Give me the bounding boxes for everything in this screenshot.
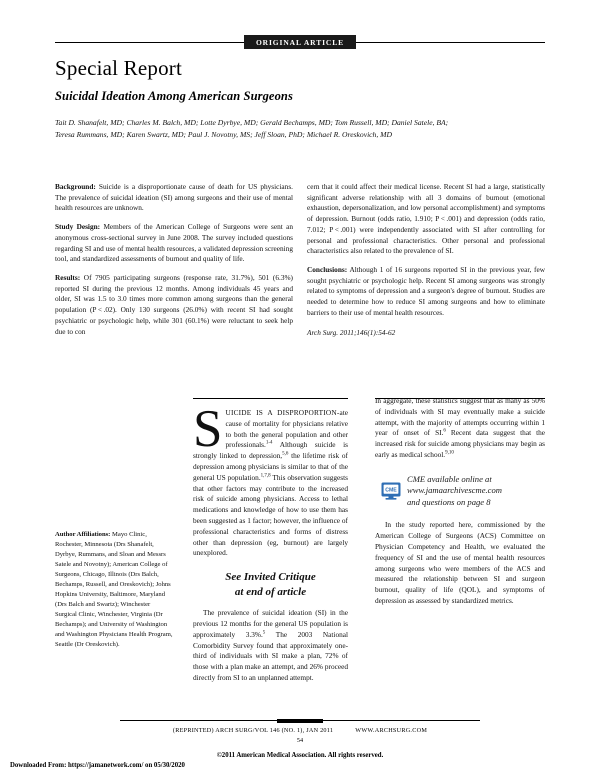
svg-text:CME: CME bbox=[385, 487, 397, 494]
cme-link[interactable]: www.jamaarchivescme.com bbox=[407, 485, 502, 496]
abstract-conclusions bbox=[307, 265, 545, 319]
abstract-citation: Arch Surg. 2011;146(1):54-62 bbox=[307, 327, 396, 337]
drop-cap-s: S bbox=[193, 400, 223, 458]
lead-smallcaps: UICIDE IS A DISPROPORTION- bbox=[225, 408, 340, 417]
abstract-results-text: Of 7905 participating surgeons (response rate, 31.7%), 501 (6.3%) reported SI during the previous 12 months. Among individuals 45 years and older, SI was 1.5 to 3.0 times more common among surgeons than the general population (P < .02). Only 130 surgeons (26.0%) with recent SI had sought psychiatric or psychologic help, while 301 (60.1%) were reluctant to seek help due to con bbox=[55, 273, 293, 336]
body-p2-text: The prevalence of suicidal ideation (SI) in the previous 12 months for the general US population is approximately 3.3%. bbox=[193, 608, 348, 639]
body-column-right bbox=[375, 396, 545, 607]
abstract-conclusions-label: Conclusions: bbox=[307, 265, 348, 275]
cme-text bbox=[407, 474, 502, 509]
author-affiliations bbox=[55, 530, 173, 650]
cme-callout[interactable] bbox=[375, 474, 545, 509]
author-list: Tait D. Shanafelt, MD; Charles M. Balch, MD; Lotte Dyrbye, MD; Gerald Bechamps, MD; Tom Russell, MD; Daniel Satele, BA; Teresa Rummans, MD; Karen Swartz, MD; Paul J. Novotny, MS; Jeff Sloan, PhD; Michael R. Oreskovich, MD bbox=[55, 118, 449, 140]
banner-rule-right bbox=[356, 42, 545, 43]
abstract-column-left bbox=[55, 182, 293, 338]
abstract-results-overflow: cern that it could affect their medical license. Recent SI had a large, statistically significant adverse relationship with all 3 domains of burnout (emotional exhaustion, depersonalization, and low personal accomplishment) and symptoms of depression. Burnout (odds ratio, 1.910; P < .001) and depression (odds ratio, 7.012; P < .001) were independently associated with SI after controlling for personal and professional characteristics. Other personal and professional characteristics also related to the prevalence of SI. bbox=[307, 182, 545, 256]
footer-rule-thick bbox=[277, 719, 323, 723]
body-p2-cont: The 2003 National Comorbidity Survey found that approximately one-third of individuals with SI make a plan, 72% of those with a plan make an attempt, and 26% proceed directly from SI to an unplanned attempt. bbox=[193, 629, 349, 682]
body-p1-cont2: the lifetime risk of depression among physicians is similar to that of the general US population. bbox=[193, 451, 348, 482]
cme-line-3: and questions on page 8 bbox=[407, 496, 491, 507]
computer-monitor-cme-icon bbox=[381, 482, 401, 500]
footer-citation-line bbox=[0, 727, 600, 734]
affiliations-label: Author Affiliations: bbox=[55, 531, 111, 538]
banner-label: ORIGINAL ARTICLE bbox=[244, 35, 356, 50]
abstract-results-label: Results: bbox=[55, 273, 81, 283]
body-paragraph-2-overflow bbox=[375, 396, 545, 461]
body-p2-cont3: Recent data suggest that the increased risk for suicide among physicians may begin as early as medical school. bbox=[375, 428, 545, 459]
abstract-section bbox=[55, 182, 545, 338]
banner-rule-left bbox=[55, 42, 244, 43]
ref-5: 5 bbox=[262, 630, 266, 636]
ref-5-6: 5,6 bbox=[282, 451, 289, 457]
abstract-column-right bbox=[307, 182, 545, 338]
download-provenance-line: Downloaded From: https://jamanetwork.com/ on 05/30/2020 bbox=[10, 762, 185, 769]
page-title: Special Report bbox=[55, 56, 183, 80]
footer-page-number: 54 bbox=[296, 737, 304, 744]
body-p1-rest: ate cause of mortality for physicians relative to both the general population and other professionals. bbox=[225, 408, 348, 450]
original-article-banner bbox=[55, 34, 545, 50]
abstract-study-design bbox=[55, 222, 293, 265]
body-p1-cont: Although suicide is strongly linked to depression, bbox=[193, 440, 348, 461]
invited-critique-line2: at end of article bbox=[234, 585, 307, 598]
abstract-background-label: Background: bbox=[55, 182, 96, 191]
body-paragraph-2 bbox=[193, 608, 348, 684]
abstract-background bbox=[55, 182, 293, 214]
ref-1-4: 1-4 bbox=[265, 440, 273, 446]
ref-9-10: 9,10 bbox=[445, 450, 454, 456]
body-area bbox=[55, 396, 545, 706]
ref-6b: 6 bbox=[443, 428, 446, 434]
abstract-background-text: Suicide is a disproportionate cause of death for US physicians. The prevalence of suicidal ideation (SI) among surgeons and their use of mental health resources are unknown. bbox=[55, 182, 293, 213]
abstract-design-label: Study Design: bbox=[55, 222, 101, 232]
affiliations-text: Mayo Clinic, Rochester, Minnesota (Drs Shanafelt, Dyrbye, Rummans, and Sloan and Messrs Satele and Novotny); American College of Surgeons, Chicago, Illinois (Drs Balch, Bechamps, Russell, and Oreskovich); Johns Hopkins University, Baltimore, Maryland (Drs Balch and Swartz); Winchester Surgical Clinic, Winchester, Virginia (Dr Bechamps); and University of Washington and Washington Physicians Health Program, Seattle (Dr Oreskovich). bbox=[55, 531, 173, 649]
ref-1-7-8: 1,7,8 bbox=[260, 473, 271, 479]
body-paragraph-3: In the study reported here, commissioned by the American College of Surgeons (ACS) Committee on Physician Competency and Health, we evaluated the frequency of SI and the use of mental health resources among surgeons who were members of the ACS and measured the relationship between SI and surgeon burnout, quality of life (QOL), and symptoms of depression as assessed by standardized metrics. bbox=[375, 520, 545, 605]
body-p1-cont3: This observation suggests that other factors may contribute to the increased risk of suicide among physicians. Access to lethal medications and knowledge of how to use them has been suggested as 1 factor; however, the influence of professional characteristics and forms of distress other than depression (eg, burnout) are largely unexplored. bbox=[193, 472, 348, 558]
invited-critique-line1: See Invited Critique bbox=[225, 571, 316, 584]
body-paragraph-1 bbox=[193, 396, 348, 559]
footer-rules bbox=[120, 719, 480, 723]
invited-critique-note bbox=[193, 570, 348, 599]
cme-line-1: CME available online at bbox=[407, 473, 492, 484]
abstract-conclusions-text: Although 1 of 16 surgeons reported SI in the previous year, few sought psychiatric or psychologic help. Recent SI among surgeons was strongly related to symptoms of depression and a surgeon's degree of burnout. Studies are needed to determine how to reduce SI among surgeons and how to eliminate barriers to their use of mental health resources. bbox=[307, 265, 545, 317]
body-column-middle bbox=[193, 396, 348, 684]
abstract-results bbox=[55, 273, 293, 337]
footer-copyright: ©2011 American Medical Association. All rights reserved. bbox=[216, 752, 384, 759]
body-p2-cont2: In aggregate, these statistics suggest that as many as 50% of individuals with SI may eventually make a suicide attempt, with the majority of attempts occurring within 1 year of onset of SI. bbox=[375, 396, 545, 438]
footer-reprinted: (REPRINTED) ARCH SURG/VOL 146 (NO. 1), JAN 2011 bbox=[172, 727, 334, 734]
footer-website: WWW.ARCHSURG.COM bbox=[355, 727, 428, 734]
abstract-design-text: Members of the American College of Surgeons were sent an anonymous cross-sectional survey in June 2008. The survey included questions regarding SI and use of mental health resources, a validated depression screening tool, and standardized assessments of burnout and quality of life. bbox=[55, 222, 294, 264]
article-subtitle: Suicidal Ideation Among American Surgeons bbox=[55, 89, 293, 103]
